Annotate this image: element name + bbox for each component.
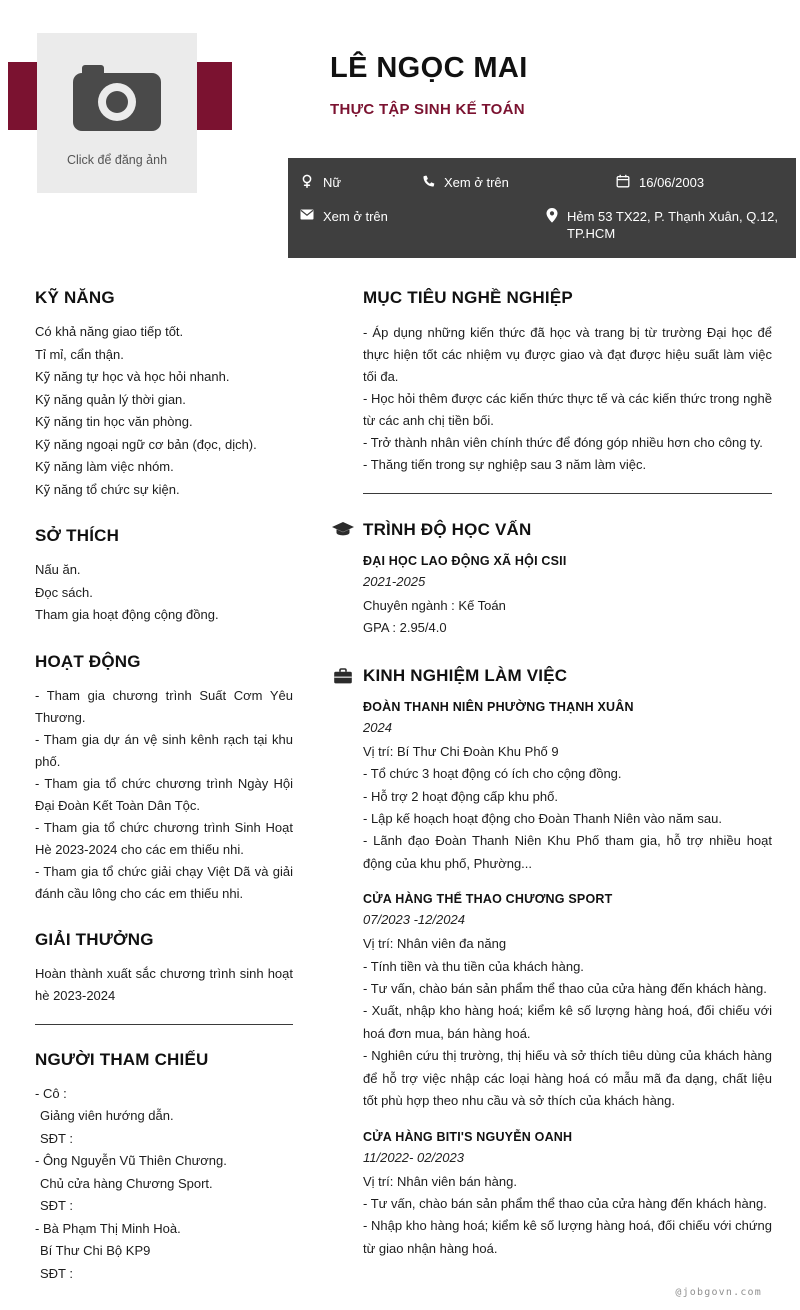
activities-heading: HOẠT ĐỘNG xyxy=(35,651,141,671)
candidate-name: LÊ NGỌC MAI xyxy=(330,52,528,84)
birthday-field xyxy=(616,173,704,191)
experience-detail: - Tư vấn, chào bán sản phẩm thể thao của cửa hàng đến khách hàng. xyxy=(363,981,767,997)
school-name: ĐẠI HỌC LAO ĐỘNG XÃ HỘI CSII xyxy=(363,554,567,568)
awards-heading: GIẢI THƯỞNG xyxy=(35,929,154,949)
experience-detail: - Hỗ trợ 2 hoạt động cấp khu phố. xyxy=(363,788,558,804)
objective-heading-row xyxy=(332,288,772,308)
experience-detail: - Nhập kho hàng hoá; kiểm kê số lượng hàng hoá, đối chiếu với chứng từ giao nhận hàng hoá. xyxy=(363,1218,772,1256)
address-value: Hẻm 53 TX22, P. Thạnh Xuân, Q.12, TP.HCM xyxy=(567,208,779,241)
list-item: Có khả năng giao tiếp tốt. xyxy=(35,324,184,339)
reference-line: - Cô : xyxy=(35,1085,67,1101)
education-detail: GPA : 2.95/4.0 xyxy=(363,620,447,636)
section-activities xyxy=(35,652,293,905)
reference-line: Giảng viên hướng dẫn. xyxy=(40,1108,174,1123)
calendar-icon xyxy=(616,174,630,191)
contact-info-bar xyxy=(288,158,796,258)
email-field xyxy=(300,207,546,225)
contact-row-2 xyxy=(300,207,786,242)
phone-field xyxy=(422,173,616,191)
section-divider xyxy=(363,493,772,494)
list-item: Nấu ăn. xyxy=(35,562,81,577)
envelope-icon xyxy=(300,208,314,223)
list-item: Kỹ năng quản lý thời gian. xyxy=(35,391,186,407)
list-item: Đọc sách. xyxy=(35,584,93,600)
body-columns xyxy=(35,288,772,1310)
experience-detail: - Xuất, nhập kho hàng hoá; kiểm kê số lượng hàng hoá, đối chiếu với hoá đơn mua, bán hàng hoá. xyxy=(363,1003,772,1041)
experience-detail: - Tính tiền và thu tiền của khách hàng. xyxy=(363,958,584,974)
contact-row-1 xyxy=(300,173,786,191)
phone-value: Xem ở trên xyxy=(444,174,509,190)
reference-line: - Bà Phạm Thị Minh Hoà. xyxy=(35,1220,181,1236)
graduation-cap-icon xyxy=(332,522,354,538)
photo-upload-label[interactable]: Click để đăng ảnh xyxy=(66,152,168,167)
experience-period: 11/2022- 02/2023 xyxy=(363,1149,464,1165)
section-objective xyxy=(332,288,772,494)
experience-detail: - Tư vấn, chào bán sản phẩm thể thao của cửa hàng đến khách hàng. xyxy=(363,1195,767,1211)
education-entry xyxy=(332,554,772,640)
address-field xyxy=(546,207,787,242)
camera-icon xyxy=(69,60,165,141)
candidate-job-title: THỰC TẬP SINH KẾ TOÁN xyxy=(330,101,525,118)
list-item: Tỉ mỉ, cẩn thận. xyxy=(35,346,124,362)
list-item: Kỹ năng ngoại ngữ cơ bản (đọc, dịch). xyxy=(35,436,257,452)
phone-icon xyxy=(422,174,435,190)
education-period: 2021-2025 xyxy=(363,574,426,589)
section-education xyxy=(332,520,772,640)
activity-item: - Tham gia dự án vệ sinh kênh rạch tại khu phố. xyxy=(35,731,293,769)
reference-line: Bí Thư Chi Bộ KP9 xyxy=(40,1243,151,1258)
education-heading-row xyxy=(332,520,772,540)
objective-item: - Thăng tiến trong sự nghiệp sau 3 năm làm việc. xyxy=(363,457,647,472)
objective-item: - Trở thành nhân viên chính thức để đóng góp nhiều hơn cho công ty. xyxy=(363,435,763,450)
reference-line: SĐT : xyxy=(40,1265,73,1281)
section-references xyxy=(35,1050,293,1286)
birthday-value: 16/06/2003 xyxy=(639,174,705,190)
reference-line: SĐT : xyxy=(40,1198,73,1213)
experience-period: 07/2023 -12/2024 xyxy=(363,912,465,928)
list-item: Kỹ năng tin học văn phòng. xyxy=(35,414,193,429)
experience-period: 2024 xyxy=(363,719,392,735)
watermark: @jobgovn.com xyxy=(675,1287,762,1298)
experience-detail: - Tổ chức 3 hoạt động có ích cho cộng đồng. xyxy=(363,766,622,782)
experience-body xyxy=(332,700,772,1260)
list-item: Kỹ năng tự học và học hỏi nhanh. xyxy=(35,369,230,384)
objective-item: - Học hỏi thêm được các kiến thức thực tế và các kiến thức trong nghề từ các anh chị tiền bối. xyxy=(363,391,772,428)
employer-name: CỬA HÀNG THỂ THAO CHƯƠNG SPORT xyxy=(363,892,613,907)
activity-item: - Tham gia chương trình Suất Cơm Yêu Thương. xyxy=(35,687,293,725)
gender-value: Nữ xyxy=(323,174,342,190)
experience-detail: - Lãnh đạo Đoàn Thanh Niên Khu Phố tham gia, hỗ trợ nhiều hoạt động của khu phố, Phường... xyxy=(363,833,772,871)
experience-detail: Vị trí: Nhân viên bán hàng. xyxy=(363,1173,517,1189)
list-item: Tham gia hoạt động cộng đồng. xyxy=(35,607,219,622)
section-experience xyxy=(332,666,772,1260)
employer-name: ĐOÀN THANH NIÊN PHƯỜNG THẠNH XUÂN xyxy=(363,699,634,714)
section-hobbies xyxy=(35,526,293,627)
reference-line: SĐT : xyxy=(40,1130,73,1146)
skills-list xyxy=(35,321,293,501)
briefcase-icon xyxy=(332,667,354,685)
location-pin-icon xyxy=(546,208,558,226)
experience-detail: Vị trí: Bí Thư Chi Đoàn Khu Phố 9 xyxy=(363,743,559,759)
skills-heading: KỸ NĂNG xyxy=(35,288,115,307)
employer-name: CỬA HÀNG BITI'S NGUYỄN OANH xyxy=(363,1129,573,1144)
list-item: Kỹ năng tổ chức sự kiện. xyxy=(35,481,180,497)
gender-field xyxy=(300,173,422,191)
gender-icon xyxy=(300,174,314,191)
section-divider xyxy=(35,1024,293,1025)
left-column xyxy=(35,288,293,1310)
activity-item: - Tham gia tổ chức chương trình Sinh Hoạt Hè 2023-2024 cho các em thiếu nhi. xyxy=(35,819,293,857)
photo-upload-box[interactable] xyxy=(37,33,197,193)
section-skills xyxy=(35,288,293,501)
experience-heading-row xyxy=(332,666,772,686)
objective-body xyxy=(332,322,772,494)
section-awards xyxy=(35,930,293,1025)
list-item: Kỹ năng làm việc nhóm. xyxy=(35,459,174,474)
hobbies-heading: SỞ THÍCH xyxy=(35,526,120,545)
experience-detail: - Nghiên cứu thị trường, thị hiếu và sở thích tiêu dùng của khách hàng để hỗ trợ việc nhập các loại hàng hoá có mẫu mã đa dạng, chất liệu tốt phù hợp theo nhu cầu và sở thích của khách hàng. xyxy=(363,1048,772,1109)
references-heading: NGƯỜI THAM CHIẾU xyxy=(35,1049,209,1069)
education-heading: TRÌNH ĐỘ HỌC VẤN xyxy=(363,520,532,539)
right-column xyxy=(332,288,772,1286)
experience-detail: Vị trí: Nhân viên đa năng xyxy=(363,936,507,952)
objective-item: - Áp dụng những kiến thức đã học và trang bị từ trường Đại học để thực hiện tốt các nhiệm vụ được giao và đạt được hiệu suất làm việc tối đa. xyxy=(363,325,772,384)
experience-heading: KINH NGHIỆM LÀM VIỆC xyxy=(363,665,568,685)
reference-line: Chủ cửa hàng Chương Sport. xyxy=(40,1175,213,1191)
activity-item: - Tham gia tổ chức giải chạy Việt Dã và giải đánh cầu lông cho các em thiếu nhi. xyxy=(35,863,293,901)
email-value: Xem ở trên xyxy=(323,208,388,224)
objective-heading: MỤC TIÊU NGHỀ NGHIỆP xyxy=(363,288,573,307)
activity-item: - Tham gia tổ chức chương trình Ngày Hội Đại Đoàn Kết Toàn Dân Tộc. xyxy=(35,775,293,813)
hobbies-list xyxy=(35,559,293,627)
experience-detail: - Lập kế hoạch hoạt động cho Đoàn Thanh Niên vào năm sau. xyxy=(363,811,722,827)
experience-entry xyxy=(363,892,772,1112)
reference-line: - Ông Nguyễn Vũ Thiên Chương. xyxy=(35,1153,227,1168)
experience-entry xyxy=(363,1130,772,1261)
education-detail: Chuyên ngành : Kế Toán xyxy=(363,598,506,613)
award-item: Hoàn thành xuất sắc chương trình sinh hoạt hè 2023-2024 xyxy=(35,965,293,1003)
experience-entry xyxy=(363,700,772,875)
